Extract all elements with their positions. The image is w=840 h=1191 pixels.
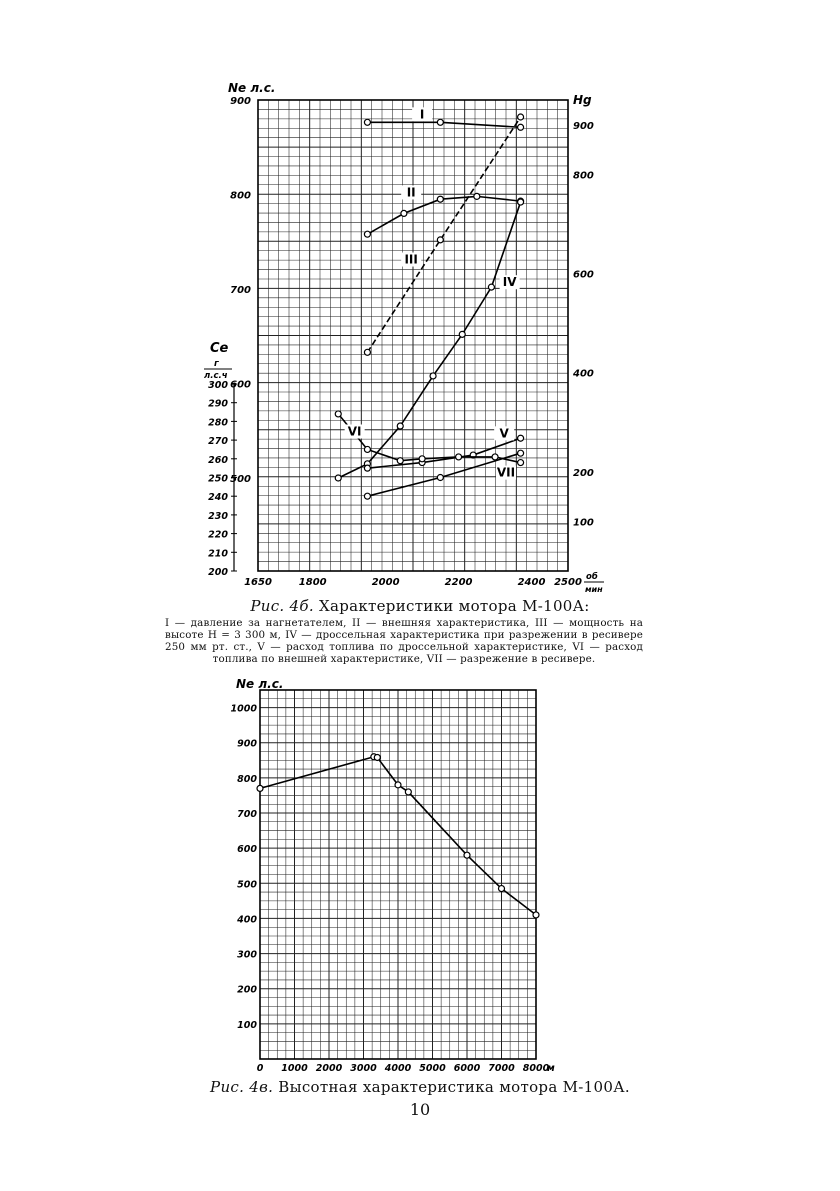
y-axis-unit-ce-denominator: л.с.ч	[204, 371, 228, 381]
y-tick-label-ce: 290	[208, 398, 228, 410]
y-tick-label-hg: 800	[573, 170, 594, 182]
data-point	[395, 782, 401, 788]
y-tick-label-hg: 400	[573, 368, 594, 380]
y-tick-label: 500	[237, 879, 257, 891]
series-label-IV: IV	[502, 275, 517, 290]
y-tick-label-ce: 230	[208, 510, 228, 522]
y-tick-label: 700	[237, 809, 257, 820]
x-tick-label: 6000	[453, 1063, 481, 1074]
x-tick-label: 3000	[350, 1063, 377, 1074]
y-tick-label: 600	[237, 844, 257, 856]
y-tick-label-ne: 700	[230, 285, 251, 296]
x-tick-label: 2200	[444, 577, 473, 588]
y-tick-label: 300	[237, 949, 257, 961]
y-tick-label-ce: 200	[208, 567, 228, 578]
y-tick-label-ce: 240	[208, 492, 228, 504]
y-tick-label-ce: 300	[208, 380, 228, 391]
y-axis-label-ne: Ne л.с.	[228, 81, 276, 95]
figure-1-caption	[0, 597, 840, 615]
data-point	[464, 852, 470, 858]
x-tick-label: 2400	[517, 577, 546, 588]
y-tick-label: 100	[237, 1019, 257, 1031]
y-axis-label-ce: Ce	[210, 341, 229, 356]
y-tick-label-ne: 900	[230, 96, 251, 107]
y-axis-label-ne: Ne л.с.	[236, 677, 284, 691]
series-label-III: III	[404, 252, 418, 267]
data-point	[374, 754, 380, 760]
y-tick-label: 800	[237, 773, 257, 785]
figure-2-caption	[0, 1078, 840, 1096]
data-point	[499, 886, 505, 892]
x-tick-label: 2500	[554, 577, 582, 588]
x-tick-label: 2000	[371, 577, 400, 588]
x-tick-label: 5000	[419, 1063, 446, 1074]
data-point	[405, 789, 411, 795]
figure-1-number: Рис. 4б.	[250, 597, 314, 615]
x-tick-label: 7000	[488, 1063, 515, 1074]
x-axis-unit-numerator: об	[586, 572, 598, 582]
series-label-II: II	[406, 185, 416, 200]
figure-2-number: Рис. 4в.	[210, 1078, 274, 1096]
page-number: 10	[409, 1100, 431, 1119]
y-tick-label-hg: 900	[573, 120, 594, 132]
x-tick-label: 0	[256, 1063, 264, 1074]
y-tick-label: 200	[237, 984, 257, 996]
x-axis-unit-denominator: мин	[585, 585, 603, 594]
y-tick-label-ne: 600	[230, 379, 251, 391]
y-tick-label-ce: 270	[208, 436, 228, 448]
y-tick-label: 1000	[230, 703, 257, 715]
series-label-VI: VI	[347, 424, 362, 439]
x-axis-unit: м	[547, 1063, 555, 1074]
chart-axes	[231, 677, 555, 1074]
y-tick-label-hg: 100	[573, 517, 594, 529]
figure-2-title: Высотная характеристика мотора М-100А.	[278, 1078, 630, 1096]
figure-1-title: Характеристики мотора М-100А:	[318, 597, 590, 615]
y-tick-label-ce: 220	[208, 529, 228, 541]
y-tick-label-ce: 260	[208, 454, 228, 466]
y-tick-label-ne: 800	[230, 190, 251, 202]
figure-1-legend: I — давление за нагнетателем, II — внешняя характеристика, III — мощность на высоте Н = 3 300 м, IV — дроссельная характеристика при разрежении в ресивере 250 мм рт. ст., V — расход топлива по дроссельной характеристике, VI — расход топлива по внешней характеристике, VII — разрежение в ресивере.	[165, 617, 643, 665]
x-tick-label: 1000	[281, 1063, 308, 1074]
y-tick-label-ce: 210	[208, 548, 228, 560]
x-tick-label: 2000	[315, 1063, 343, 1074]
y-tick-label-ce: 280	[208, 417, 228, 429]
series-label-V: V	[499, 426, 509, 441]
y-tick-label-hg: 600	[573, 269, 594, 281]
data-point	[533, 912, 539, 918]
series-label-I: I	[419, 107, 425, 122]
x-tick-label: 1800	[298, 577, 327, 588]
data-point	[257, 785, 263, 791]
y-tick-label-hg: 200	[573, 467, 594, 479]
y-axis-label-hg: Hg	[573, 93, 592, 107]
y-tick-label: 400	[237, 914, 257, 926]
y-tick-label-ce: 250	[208, 473, 228, 485]
x-tick-label: 4000	[384, 1063, 412, 1074]
chart-grid	[260, 690, 536, 1059]
y-axis-unit-ce-numerator: г	[214, 359, 219, 369]
x-tick-label: 1650	[244, 577, 272, 588]
y-tick-label: 900	[237, 738, 257, 750]
x-tick-label: 8000	[522, 1063, 550, 1074]
y-tick-label-ne: 500	[230, 474, 251, 485]
series-label-VII: VII	[496, 465, 516, 480]
